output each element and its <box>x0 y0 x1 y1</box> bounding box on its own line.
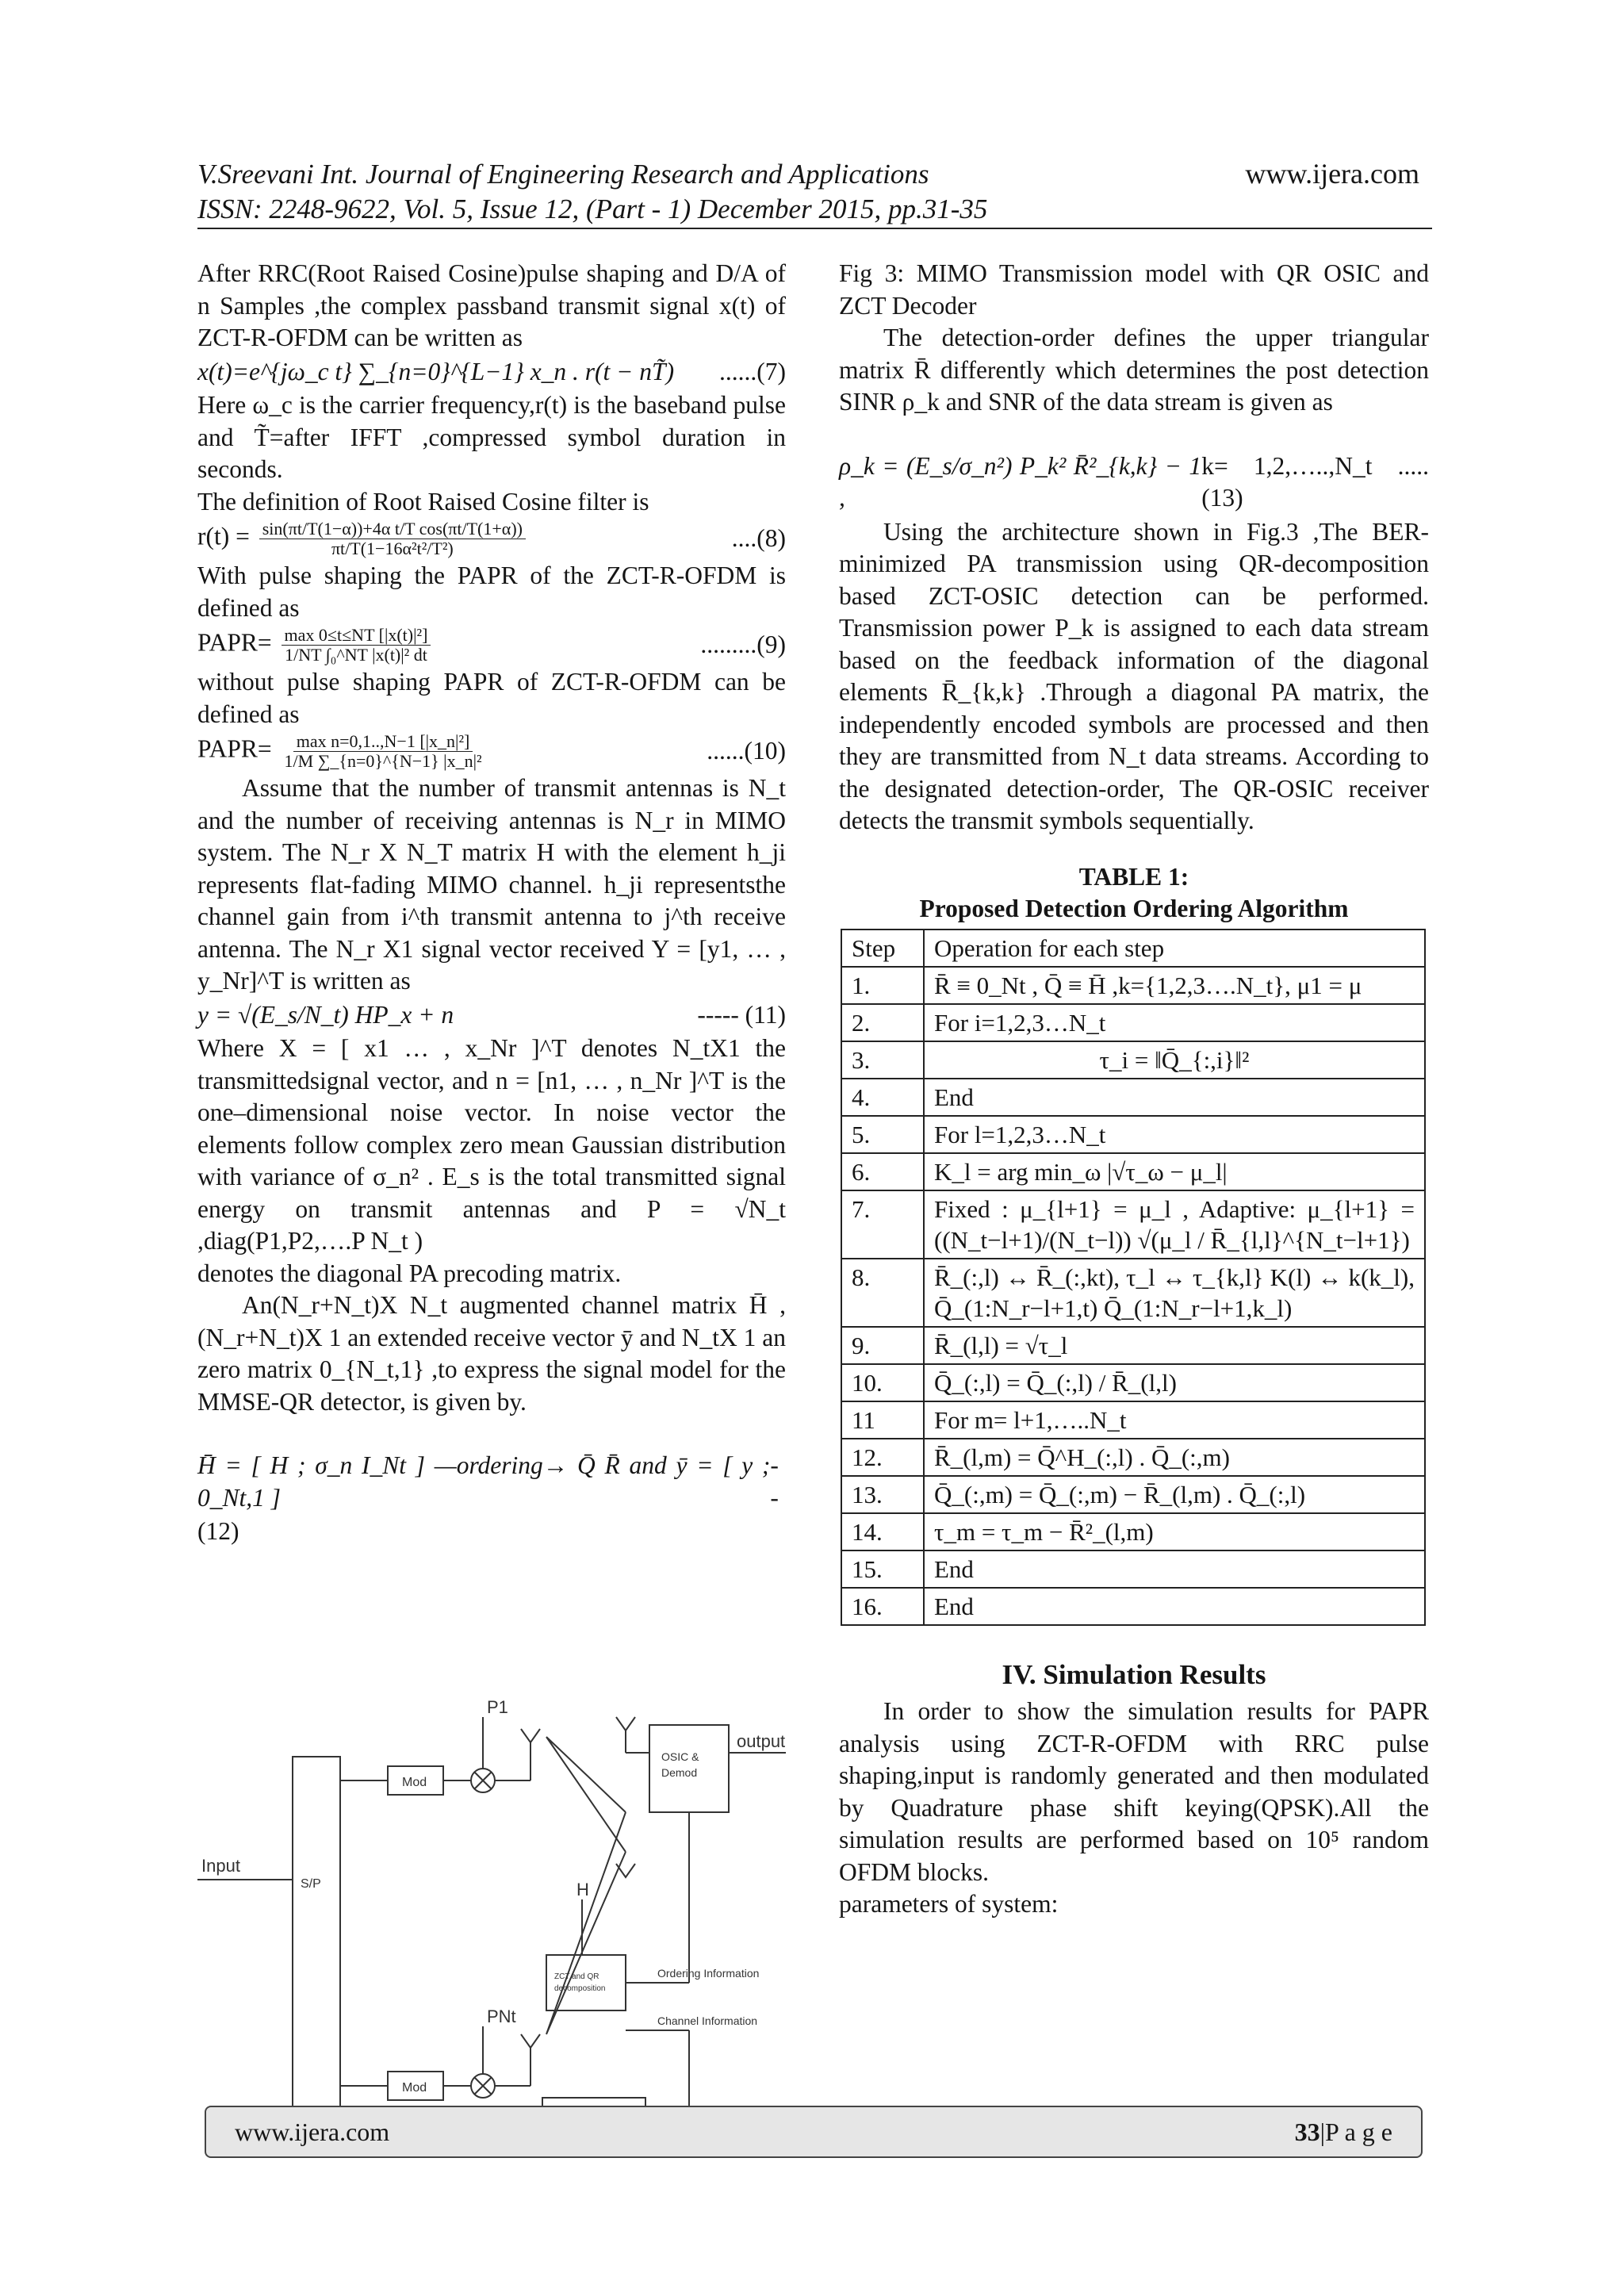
step-cell: 5. <box>841 1116 924 1153</box>
paragraph: parameters of system: <box>839 1890 1059 1918</box>
operation-cell: End <box>924 1079 1425 1116</box>
equation-lhs: PAPR= <box>197 734 272 763</box>
channel-info-label: Channel Information <box>657 2014 758 2027</box>
equation-7 <box>197 356 786 389</box>
equation-number: ......(10) <box>707 737 786 765</box>
equation-expression: H̄ = [ H ; σ_n I_Nt ] —ordering→ Q̄ R̄ and ȳ = [ y ; 0_Nt,1 ] <box>197 1451 771 1512</box>
fraction-denominator: 1/M ∑_{n=0}^{N−1} |x_n|² <box>284 751 482 771</box>
operation-cell: End <box>924 1588 1425 1625</box>
operation-cell: Q̄_(:,m) = Q̄_(:,m) − R̄_(l,m) . Q̄_(:,l) <box>924 1476 1425 1513</box>
qr-label-2: decomposition <box>554 1984 606 1993</box>
figure-caption: Fig 3: MIMO Transmission model with QR OSIC and ZCT Decoder <box>839 259 1429 320</box>
equation-fraction <box>282 732 485 771</box>
step-cell: 8. <box>841 1259 924 1327</box>
fraction-numerator: max 0≤t≤NT [|x(t)|²] <box>282 626 431 646</box>
step-cell: 15. <box>841 1550 924 1588</box>
header-cell: Step <box>841 930 924 967</box>
osic-label: OSIC & <box>661 1750 699 1763</box>
paragraph: The detection-order defines the upper triangular matrix R̄ differently which determines the post detection SINR ρ_k and SNR of the data stream is given as <box>839 324 1429 416</box>
equation-fraction <box>259 519 526 558</box>
equation-expression: ρ_k = (E_s/σ_n²) P_k² R̄²_{k,k} − 1 , <box>839 451 1202 512</box>
equation-expression: y = √(E_s/N_t) HP_x + n <box>197 1000 454 1029</box>
step-cell: 9. <box>841 1327 924 1364</box>
header-citation-line2: ISSN: 2248-9622, Vol. 5, Issue 12, (Part - 1) December 2015, pp.31-35 <box>197 194 988 224</box>
step-cell: 11 <box>841 1401 924 1439</box>
table-row <box>841 1259 1425 1327</box>
step-cell: 3. <box>841 1041 924 1079</box>
sp-block <box>293 1757 340 2129</box>
operation-cell: For l=1,2,3…N_t <box>924 1116 1425 1153</box>
operation-cell: τ_m = τ_m − R̄²_(l,m) <box>924 1513 1425 1550</box>
fraction-numerator: max n=0,1..,N−1 [|x_n|²] <box>293 732 473 752</box>
algorithm-table <box>841 929 1426 1626</box>
table-row <box>841 1476 1425 1513</box>
table-row <box>841 1004 1425 1041</box>
equation-number: -- <box>770 1451 779 1512</box>
table-caption: Proposed Detection Ordering Algorithm <box>919 895 1349 922</box>
header-divider <box>197 228 1432 229</box>
paragraph: Using the architecture shown in Fig.3 ,The BER-minimized PA transmission using QR-decomposition based ZCT-OSIC detection can be performed. Transmission power P_k is assigned to each data stream based on the feedback information of the diagonal elements R̄_{k,k} .Through a diagonal PA matrix, the independently encoded symbols are processed and then they are transmitted from N_t data streams. According to the designated detection-order, The QR-OSIC receiver detects the transmit symbols sequentially. <box>839 517 1429 834</box>
operation-cell: R̄ ≡ 0_Nt , Q̄ ≡ H̄ ,k={1,2,3….N_t}, μ1 = μ <box>924 967 1425 1004</box>
mod-label-bottom: Mod <box>402 2081 427 2095</box>
sp-label: S/P <box>301 1877 321 1891</box>
header-cell: Operation for each step <box>924 930 1425 967</box>
equation-13 <box>839 450 1429 515</box>
fraction-denominator: 1/NT ∫₀^NT |x(t)|² dt <box>285 645 427 665</box>
table-row <box>841 1588 1425 1625</box>
qr-label: ZCT and QR <box>554 1972 599 1981</box>
equation-fraction <box>282 626 431 665</box>
header-citation-line1: V.Sreevani Int. Journal of Engineering Research and Applications <box>197 159 929 190</box>
demod-label: Demod <box>661 1766 698 1779</box>
paragraph: In order to show the simulation results for PAPR analysis using ZCT-R-OFDM with RRC pulse shaping,input is randomly generated and then modulated by Quadrature phase shift keying(QPSK).All the simulation results are performed based on 10⁵ random OFDM blocks. <box>839 1697 1429 1886</box>
table-row <box>841 1041 1425 1079</box>
step-cell: 13. <box>841 1476 924 1513</box>
page-number <box>1295 2118 1392 2147</box>
table-title <box>839 861 1429 926</box>
operation-cell: For m= l+1,…..N_t <box>924 1401 1425 1439</box>
operation-cell: R̄_(l,m) = Q̄^H_(:,l) . Q̄_(:,m) <box>924 1439 1425 1476</box>
table-row <box>841 1327 1425 1364</box>
page-word: |P a g e <box>1320 2117 1392 2146</box>
page-footer <box>205 2106 1423 2158</box>
step-cell: 6. <box>841 1153 924 1190</box>
equation-number: k= 1,2,…..,N_t .....(13) <box>1201 451 1429 512</box>
operation-cell: End <box>924 1550 1425 1588</box>
paragraph: Assume that the number of transmit antennas is N_t and the number of receiving antennas is N_r in MIMO system. The N_r X N_T matrix H with the element h_ji represents flat-fading MIMO channel. h_ji representsthe channel gain from i^th transmit antenna to j^th receive antenna. The N_r X1 signal vector received Y = [y1, … , y_Nr]^T is written as <box>197 774 786 995</box>
pnt-label: PNt <box>487 2007 516 2026</box>
operation-cell: K_l = arg min_ω |√τ_ω − μ_l| <box>924 1153 1425 1190</box>
step-cell: 7. <box>841 1190 924 1259</box>
input-label: Input <box>201 1856 240 1876</box>
equation-number: .........(9) <box>700 631 786 659</box>
operation-cell: Fixed : μ_{l+1} = μ_l , Adaptive: μ_{l+1} = ((N_t−l+1)/(N_t−l)) √(μ_l / R̄_{l,l}^{N_t−l+1}) <box>924 1190 1425 1259</box>
operation-cell: Q̄_(:,l) = Q̄_(:,l) / R̄_(l,l) <box>924 1364 1425 1401</box>
paragraph: Where X = [ x1 … , x_Nr ]^T denotes N_tX1 the transmittedsignal vector, and n = [n1, … , n_Nr ]^T is the one–dimensional noise vector. In noise vector the elements follow complex zero mean Gaussian distribution with variance of σ_n² . E_s is the total transmitted signal energy on transmit antennas and P = √N_t ,diag(P1,P2,….P N_t ) <box>197 1034 786 1255</box>
paragraph: denotes the diagonal PA precoding matrix. <box>197 1259 622 1287</box>
table-row <box>841 1513 1425 1550</box>
equation-expression: x(t)=e^{jω_c t} ∑_{n=0}^{L−1} x_n . r(t − nT̃) <box>197 357 675 385</box>
step-cell: 4. <box>841 1079 924 1116</box>
p1-label: P1 <box>487 1697 508 1717</box>
fraction-denominator: πt/T(1−16α²t²/T²) <box>331 539 454 558</box>
page-number-value: 33 <box>1294 2117 1320 2146</box>
ordering-info-label: Ordering Information <box>657 1967 760 1980</box>
table-row <box>841 967 1425 1004</box>
table-header-row <box>841 930 1425 967</box>
output-label: output <box>737 1731 786 1751</box>
mod-label-top: Mod <box>402 1776 427 1789</box>
paragraph: An(N_r+N_t)X N_t augmented channel matrix H̄ ,(N_r+N_t)X 1 an extended receive vector ȳ and N_tX 1 an zero matrix 0_{N_t,1} ,to express the signal model for the MMSE-QR detector, is given by. <box>197 1291 786 1416</box>
paragraph: Here ω_c is the carrier frequency,r(t) is the baseband pulse and T̃=after IFFT ,compressed symbol duration in seconds. <box>197 391 786 483</box>
fraction-numerator: sin(πt/T(1−α))+4α t/T cos(πt/T(1+α)) <box>259 519 526 539</box>
paragraph: without pulse shaping PAPR of ZCT-R-OFDM can be defined as <box>197 668 786 728</box>
table-row <box>841 1079 1425 1116</box>
table-row <box>841 1364 1425 1401</box>
equation-11 <box>197 999 786 1032</box>
equation-9 <box>197 626 786 665</box>
equation-10 <box>197 732 786 771</box>
equation-number-continued: (12) <box>197 1517 239 1545</box>
equation-lhs: PAPR= <box>197 628 272 657</box>
equation-number: ....(8) <box>731 524 786 553</box>
equation-number: ......(7) <box>719 357 786 385</box>
step-cell: 10. <box>841 1364 924 1401</box>
paragraph: With pulse shaping the PAPR of the ZCT-R-OFDM is defined as <box>197 562 786 622</box>
section-heading: IV. Simulation Results <box>1002 1658 1266 1690</box>
table-row <box>841 1190 1425 1259</box>
table-row <box>841 1550 1425 1588</box>
header-website: www.ijera.com <box>1245 158 1419 190</box>
equation-lhs: r(t) = <box>197 522 250 550</box>
footer-website: www.ijera.com <box>235 2117 390 2146</box>
paragraph: The definition of Root Raised Cosine filter is <box>197 487 649 516</box>
operation-cell: τ_i = ‖Q̄_{:,i}‖² <box>924 1041 1425 1079</box>
left-column <box>197 258 786 1548</box>
operation-cell: R̄_(:,l) ↔ R̄_(:,kt), τ_l ↔ τ_{k,l} K(l) ↔ k(k_l), Q̄_(1:N_r−l+1,t) Q̄_(1:N_r−l+1,k_l) <box>924 1259 1425 1327</box>
step-cell: 14. <box>841 1513 924 1550</box>
equation-8 <box>197 519 786 558</box>
step-cell: 2. <box>841 1004 924 1041</box>
step-cell: 1. <box>841 967 924 1004</box>
equation-12 <box>197 1450 786 1514</box>
table-row <box>841 1153 1425 1190</box>
mimo-block-diagram <box>197 1693 786 2169</box>
table-row <box>841 1401 1425 1439</box>
paragraph: After RRC(Root Raised Cosine)pulse shaping and D/A of n Samples ,the complex passband transmit signal x(t) of ZCT-R-OFDM can be written as <box>197 259 786 351</box>
equation-number: ----- (11) <box>697 1000 786 1029</box>
table-number: TABLE 1: <box>1078 862 1189 891</box>
right-column <box>839 258 1429 1921</box>
h-label: H <box>576 1880 589 1899</box>
table-row <box>841 1439 1425 1476</box>
operation-cell: R̄_(l,l) = √τ_l <box>924 1327 1425 1364</box>
operation-cell: For i=1,2,3…N_t <box>924 1004 1425 1041</box>
step-cell: 12. <box>841 1439 924 1476</box>
step-cell: 16. <box>841 1588 924 1625</box>
running-header <box>197 157 987 227</box>
table-row <box>841 1116 1425 1153</box>
